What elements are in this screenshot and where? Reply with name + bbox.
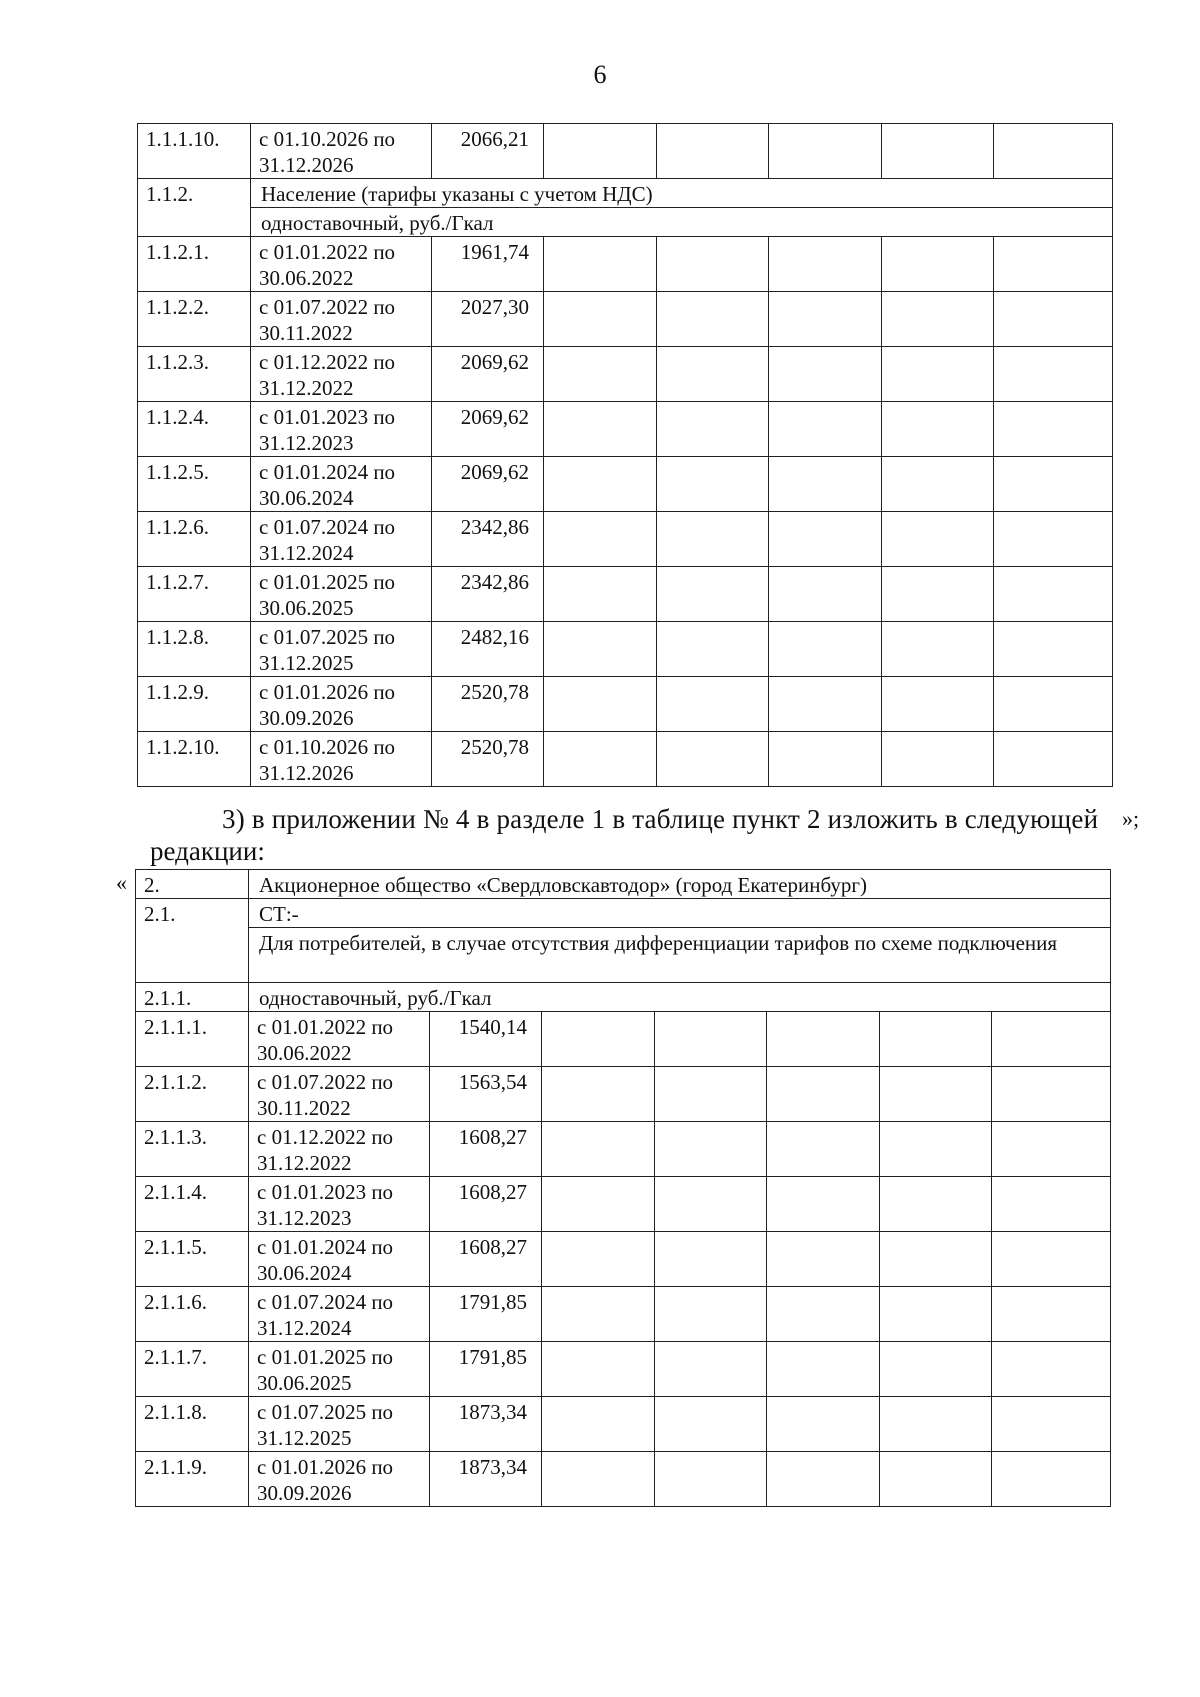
empty-cell xyxy=(657,512,769,567)
empty-cell xyxy=(994,567,1113,622)
empty-cell xyxy=(542,1397,655,1452)
tariff-table-svedlovskavtodor xyxy=(135,869,1111,1507)
empty-cell xyxy=(882,567,994,622)
empty-cell xyxy=(769,732,882,787)
empty-cell xyxy=(544,567,657,622)
empty-cell xyxy=(542,1012,655,1067)
period: с 01.01.2023 по 31.12.2023 xyxy=(251,402,432,457)
tariff-value: 2069,62 xyxy=(432,457,544,512)
ct-label: СТ:- xyxy=(249,899,1111,928)
tariff-row xyxy=(138,237,1113,292)
period: с 01.07.2024 по 31.12.2024 xyxy=(249,1287,430,1342)
empty-cell xyxy=(655,1232,767,1287)
empty-cell xyxy=(655,1452,767,1507)
empty-cell xyxy=(767,1397,880,1452)
period: с 01.01.2024 по 30.06.2024 xyxy=(251,457,432,512)
empty-cell xyxy=(880,1122,992,1177)
empty-cell xyxy=(992,1452,1111,1507)
empty-cell xyxy=(542,1232,655,1287)
table-one-section-body xyxy=(138,179,1113,237)
row-number: 1.1.2.9. xyxy=(138,677,251,732)
period: с 01.12.2022 по 31.12.2022 xyxy=(249,1122,430,1177)
tariff-row xyxy=(136,1177,1111,1232)
row-number: 1.1.2.1. xyxy=(138,237,251,292)
row-number: 1.1.2.5. xyxy=(138,457,251,512)
tariff-row xyxy=(138,512,1113,567)
empty-cell xyxy=(544,512,657,567)
empty-cell xyxy=(769,347,882,402)
empty-cell xyxy=(769,292,882,347)
empty-cell xyxy=(657,292,769,347)
period: с 01.01.2024 по 30.06.2024 xyxy=(249,1232,430,1287)
tariff-value: 2069,62 xyxy=(432,402,544,457)
tariff-row xyxy=(138,347,1113,402)
empty-cell xyxy=(544,622,657,677)
tariff-value: 1540,14 xyxy=(430,1012,542,1067)
tariff-row xyxy=(136,1452,1111,1507)
empty-cell xyxy=(994,512,1113,567)
section-row xyxy=(138,179,1113,208)
empty-cell xyxy=(655,1287,767,1342)
row-number: 2.1.1.5. xyxy=(136,1232,249,1287)
empty-cell xyxy=(769,622,882,677)
empty-cell xyxy=(882,124,994,179)
empty-cell xyxy=(657,347,769,402)
empty-cell xyxy=(767,1177,880,1232)
empty-cell xyxy=(657,124,769,179)
empty-cell xyxy=(882,732,994,787)
tariff-value: 1873,34 xyxy=(430,1397,542,1452)
row-number: 1.1.2. xyxy=(138,179,251,237)
empty-cell xyxy=(767,1342,880,1397)
period: с 01.07.2025 по 31.12.2025 xyxy=(249,1397,430,1452)
row-number: 1.1.2.10. xyxy=(138,732,251,787)
row-number: 2.1. xyxy=(136,899,249,983)
row-number: 2.1.1.4. xyxy=(136,1177,249,1232)
empty-cell xyxy=(544,677,657,732)
empty-cell xyxy=(769,677,882,732)
empty-cell xyxy=(769,567,882,622)
empty-cell xyxy=(994,402,1113,457)
rate-type: одноставочный, руб./Гкал xyxy=(249,983,1111,1012)
tariff-row xyxy=(136,1012,1111,1067)
table-one-rows-body xyxy=(138,237,1113,787)
organization-name: Акционерное общество «Свердловскавтодор» (город Екатеринбург) xyxy=(249,870,1111,899)
page-number: 6 xyxy=(593,60,607,89)
rate-type: одноставочный, руб./Гкал xyxy=(251,208,1113,237)
closing-quote: »; xyxy=(1122,806,1140,831)
tariff-row xyxy=(138,457,1113,512)
empty-cell xyxy=(655,1012,767,1067)
tariff-value: 2520,78 xyxy=(432,732,544,787)
empty-cell xyxy=(994,677,1113,732)
period: с 01.01.2026 по 30.09.2026 xyxy=(251,677,432,732)
tariff-row xyxy=(138,124,1113,179)
empty-cell xyxy=(767,1067,880,1122)
empty-cell xyxy=(992,1342,1111,1397)
empty-cell xyxy=(544,402,657,457)
empty-cell xyxy=(992,1232,1111,1287)
empty-cell xyxy=(882,512,994,567)
empty-cell xyxy=(655,1122,767,1177)
tariff-value: 1608,27 xyxy=(430,1177,542,1232)
empty-cell xyxy=(880,1232,992,1287)
amendment-text-continued: редакции: xyxy=(150,836,265,866)
empty-cell xyxy=(992,1287,1111,1342)
tariff-row xyxy=(138,622,1113,677)
row-number: 2.1.1.8. xyxy=(136,1397,249,1452)
row-number: 1.1.2.6. xyxy=(138,512,251,567)
empty-cell xyxy=(992,1067,1111,1122)
empty-cell xyxy=(994,457,1113,512)
empty-cell xyxy=(657,677,769,732)
empty-cell xyxy=(542,1287,655,1342)
tariff-value: 1608,27 xyxy=(430,1232,542,1287)
row-number: 2.1.1.2. xyxy=(136,1067,249,1122)
row-number: 1.1.2.8. xyxy=(138,622,251,677)
empty-cell xyxy=(880,1012,992,1067)
row-number: 2.1.1.7. xyxy=(136,1342,249,1397)
empty-cell xyxy=(994,237,1113,292)
empty-cell xyxy=(882,402,994,457)
empty-cell xyxy=(994,622,1113,677)
period: с 01.01.2023 по 31.12.2023 xyxy=(249,1177,430,1232)
tariff-row xyxy=(136,1232,1111,1287)
tariff-row xyxy=(136,1287,1111,1342)
tariff-row xyxy=(136,1122,1111,1177)
empty-cell xyxy=(542,1342,655,1397)
tariff-table-population xyxy=(137,123,1113,787)
empty-cell xyxy=(657,622,769,677)
ct-note-row xyxy=(136,928,1111,983)
organization-row xyxy=(136,870,1111,899)
row-number: 2.1.1.1. xyxy=(136,1012,249,1067)
tariff-value: 2342,86 xyxy=(432,567,544,622)
empty-cell xyxy=(769,457,882,512)
empty-cell xyxy=(882,457,994,512)
row-number: 1.1.2.2. xyxy=(138,292,251,347)
empty-cell xyxy=(657,567,769,622)
empty-cell xyxy=(767,1122,880,1177)
period: с 01.07.2022 по 30.11.2022 xyxy=(249,1067,430,1122)
empty-cell xyxy=(657,402,769,457)
tariff-value: 1608,27 xyxy=(430,1122,542,1177)
row-number: 1.1.2.3. xyxy=(138,347,251,402)
empty-cell xyxy=(544,124,657,179)
empty-cell xyxy=(880,1397,992,1452)
tariff-row xyxy=(138,677,1113,732)
section-title: Население (тарифы указаны с учетом НДС) xyxy=(251,179,1113,208)
empty-cell xyxy=(767,1452,880,1507)
period: с 01.01.2025 по 30.06.2025 xyxy=(251,567,432,622)
empty-cell xyxy=(994,124,1113,179)
empty-cell xyxy=(769,124,882,179)
empty-cell xyxy=(767,1232,880,1287)
empty-cell xyxy=(544,732,657,787)
tariff-value: 2027,30 xyxy=(432,292,544,347)
empty-cell xyxy=(769,237,882,292)
empty-cell xyxy=(880,1067,992,1122)
empty-cell xyxy=(655,1342,767,1397)
row-number: 2. xyxy=(136,870,249,899)
amendment-text: 3) в приложении № 4 в разделе 1 в таблице пункт 2 изложить в следующей xyxy=(222,804,1099,834)
row-number: 1.1.2.4. xyxy=(138,402,251,457)
empty-cell xyxy=(544,292,657,347)
tariff-value: 2069,62 xyxy=(432,347,544,402)
empty-cell xyxy=(542,1122,655,1177)
row-number: 2.1.1.9. xyxy=(136,1452,249,1507)
row-number: 1.1.1.10. xyxy=(138,124,251,179)
ct-note: Для потребителей, в случае отсутствия дифференциации тарифов по схеме подключения xyxy=(249,928,1111,983)
empty-cell xyxy=(657,237,769,292)
empty-cell xyxy=(544,457,657,512)
empty-cell xyxy=(992,1177,1111,1232)
ct-row xyxy=(136,899,1111,928)
period: с 01.07.2025 по 31.12.2025 xyxy=(251,622,432,677)
empty-cell xyxy=(655,1177,767,1232)
empty-cell xyxy=(767,1287,880,1342)
empty-cell xyxy=(880,1177,992,1232)
period: с 01.01.2025 по 30.06.2025 xyxy=(249,1342,430,1397)
tariff-row xyxy=(136,1397,1111,1452)
empty-cell xyxy=(769,402,882,457)
row-number: 2.1.1.3. xyxy=(136,1122,249,1177)
section-row xyxy=(136,983,1111,1012)
empty-cell xyxy=(880,1287,992,1342)
row-number: 2.1.1.6. xyxy=(136,1287,249,1342)
period: с 01.10.2026 по 31.12.2026 xyxy=(251,124,432,179)
opening-quote: « xyxy=(116,870,127,895)
tariff-value: 2482,16 xyxy=(432,622,544,677)
tariff-value: 2066,21 xyxy=(432,124,544,179)
empty-cell xyxy=(882,677,994,732)
empty-cell xyxy=(767,1012,880,1067)
tariff-value: 2520,78 xyxy=(432,677,544,732)
row-number: 1.1.2.7. xyxy=(138,567,251,622)
period: с 01.10.2026 по 31.12.2026 xyxy=(251,732,432,787)
tariff-row xyxy=(138,292,1113,347)
period: с 01.01.2022 по 30.06.2022 xyxy=(251,237,432,292)
empty-cell xyxy=(882,292,994,347)
table-two-head-body xyxy=(136,870,1111,1012)
empty-cell xyxy=(994,732,1113,787)
period: с 01.07.2022 по 30.11.2022 xyxy=(251,292,432,347)
empty-cell xyxy=(769,512,882,567)
empty-cell xyxy=(992,1012,1111,1067)
empty-cell xyxy=(655,1067,767,1122)
period: с 01.07.2024 по 31.12.2024 xyxy=(251,512,432,567)
tariff-row xyxy=(138,567,1113,622)
empty-cell xyxy=(655,1397,767,1452)
row-number: 2.1.1. xyxy=(136,983,249,1012)
period: с 01.01.2022 по 30.06.2022 xyxy=(249,1012,430,1067)
empty-cell xyxy=(880,1452,992,1507)
tariff-value: 1791,85 xyxy=(430,1342,542,1397)
empty-cell xyxy=(994,292,1113,347)
empty-cell xyxy=(542,1067,655,1122)
tariff-row xyxy=(136,1342,1111,1397)
empty-cell xyxy=(882,237,994,292)
empty-cell xyxy=(880,1342,992,1397)
tariff-value: 1791,85 xyxy=(430,1287,542,1342)
empty-cell xyxy=(544,347,657,402)
subsection-row xyxy=(138,208,1113,237)
empty-cell xyxy=(992,1122,1111,1177)
tariff-value: 1873,34 xyxy=(430,1452,542,1507)
tariff-row xyxy=(138,402,1113,457)
table-two-rows-body xyxy=(136,1012,1111,1507)
tariff-value: 2342,86 xyxy=(432,512,544,567)
empty-cell xyxy=(657,457,769,512)
tariff-row xyxy=(136,1067,1111,1122)
empty-cell xyxy=(992,1397,1111,1452)
tariff-value: 1563,54 xyxy=(430,1067,542,1122)
empty-cell xyxy=(882,622,994,677)
empty-cell xyxy=(542,1452,655,1507)
period: с 01.01.2026 по 30.09.2026 xyxy=(249,1452,430,1507)
empty-cell xyxy=(657,732,769,787)
empty-cell xyxy=(542,1177,655,1232)
empty-cell xyxy=(882,347,994,402)
empty-cell xyxy=(544,237,657,292)
tariff-row xyxy=(138,732,1113,787)
table-one-top-body xyxy=(138,124,1113,179)
tariff-value: 1961,74 xyxy=(432,237,544,292)
empty-cell xyxy=(994,347,1113,402)
period: с 01.12.2022 по 31.12.2022 xyxy=(251,347,432,402)
